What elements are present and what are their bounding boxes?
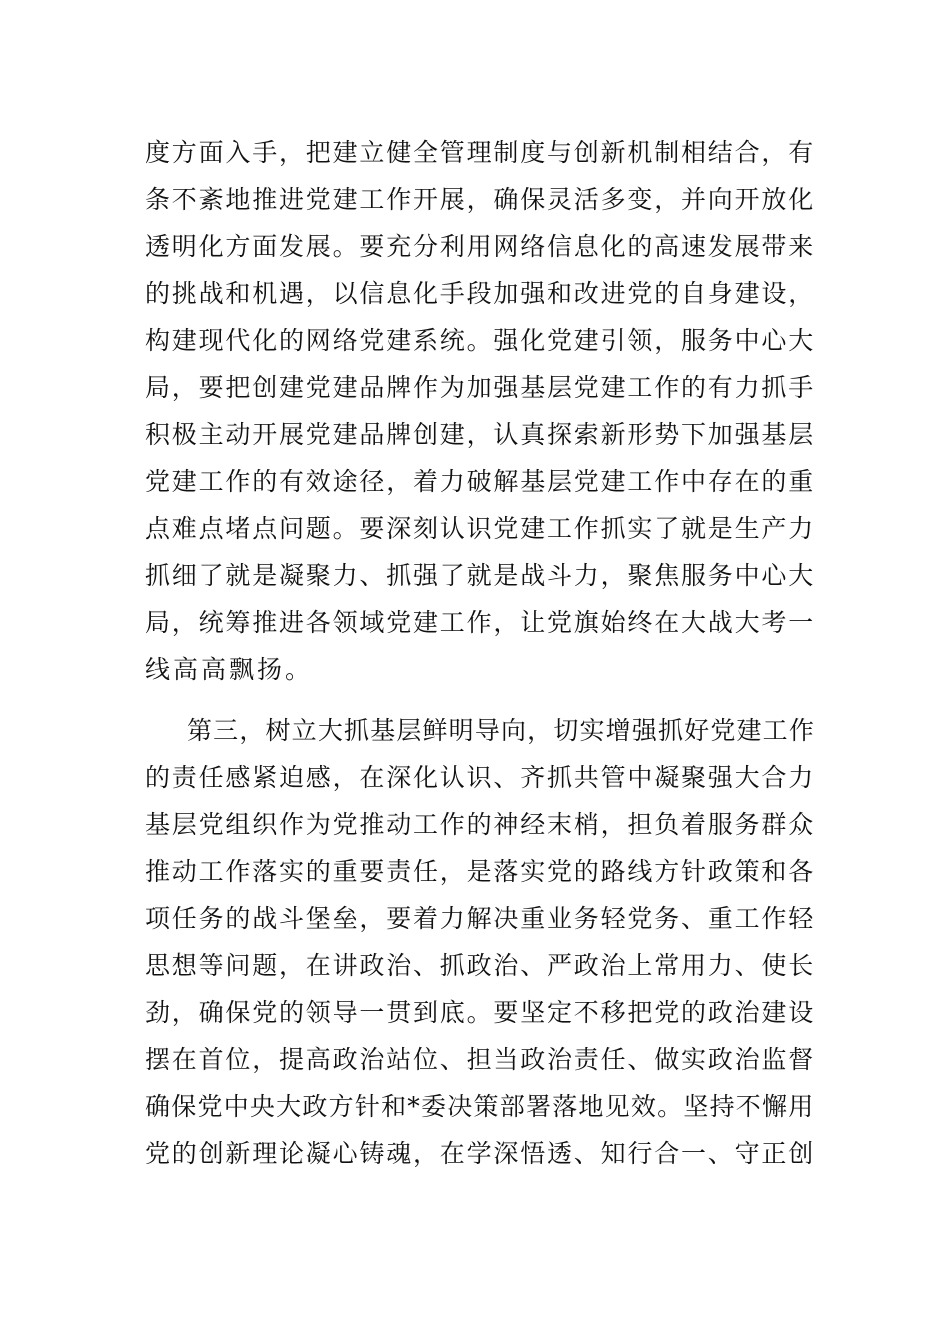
text-line: 度方面入手，把建立健全管理制度与创新机制相结合，有 bbox=[145, 138, 816, 167]
text-line: 推动工作落实的重要责任，是落实党的路线方针政策和各 bbox=[145, 857, 816, 886]
text-line: 透明化方面发展。要充分利用网络信息化的高速发展带来 bbox=[145, 232, 816, 261]
text-line: 确保党中央大政方针和*委决策部署落地见效。坚持不懈用 bbox=[145, 1092, 815, 1121]
text-line: 条不紊地推进党建工作开展，确保灵活多变，并向开放化 bbox=[145, 185, 816, 214]
text-line: 线高高飘扬。 bbox=[145, 655, 314, 684]
text-line: 党建工作的有效途径，着力破解基层党建工作中存在的重 bbox=[145, 467, 816, 496]
paragraph-start-line: 第三，树立大抓基层鲜明导向，切实增强抓好党建工作 bbox=[187, 716, 816, 745]
text-line: 项任务的战斗堡垒，要着力解决重业务轻党务、重工作轻 bbox=[145, 904, 816, 933]
text-line: 的责任感紧迫感，在深化认识、齐抓共管中凝聚强大合力 bbox=[145, 763, 816, 792]
text-line: 党的创新理论凝心铸魂，在学深悟透、知行合一、守正创 bbox=[145, 1139, 816, 1168]
text-line: 局，统筹推进各领域党建工作，让党旗始终在大战大考一 bbox=[145, 608, 816, 637]
text-line: 思想等问题，在讲政治、抓政治、严政治上常用力、使长 bbox=[145, 951, 816, 980]
text-line: 抓细了就是凝聚力、抓强了就是战斗力，聚焦服务中心大 bbox=[145, 561, 816, 590]
text-line: 的挑战和机遇，以信息化手段加强和改进党的自身建设， bbox=[145, 279, 816, 308]
text-line: 局，要把创建党建品牌作为加强基层党建工作的有力抓手 bbox=[145, 373, 816, 402]
text-line: 积极主动开展党建品牌创建，认真探索新形势下加强基层 bbox=[145, 420, 816, 449]
text-line: 劲，确保党的领导一贯到底。要坚定不移把党的政治建设 bbox=[145, 998, 816, 1027]
text-line: 构建现代化的网络党建系统。强化党建引领，服务中心大 bbox=[145, 326, 816, 355]
text-line: 摆在首位，提高政治站位、担当政治责任、做实政治监督 bbox=[145, 1045, 816, 1074]
text-line: 点难点堵点问题。要深刻认识党建工作抓实了就是生产力 bbox=[145, 514, 816, 543]
text-line: 基层党组织作为党推动工作的神经末梢，担负着服务群众 bbox=[145, 810, 816, 839]
